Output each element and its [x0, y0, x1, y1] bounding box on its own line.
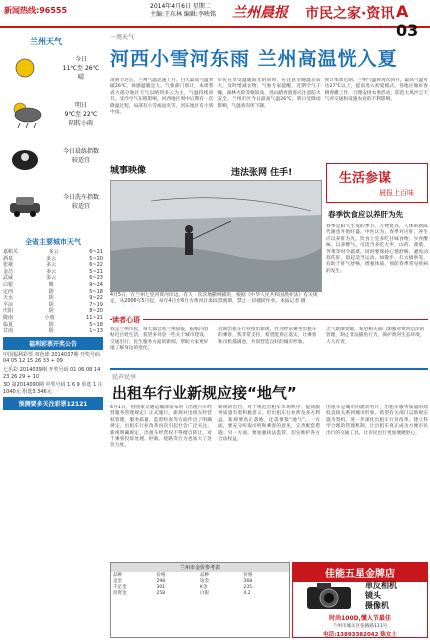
lottery-info-3: 3D 第2014090期 中奖号码 1 6 9 单选 1 注 1040元 组选3 346元 [3, 382, 103, 395]
price-cell: 足金 [113, 579, 122, 584]
carwash-index [0, 187, 106, 233]
city-cell: 9~22 [89, 295, 103, 302]
weather-sidebar [0, 34, 106, 634]
city-cell: 8~20 [89, 308, 103, 315]
city-cell: 白银 [3, 281, 14, 288]
lottery-banner: 福利彩票开奖公告 [3, 337, 103, 350]
city-cell: 5~21 [89, 268, 103, 275]
life-column [326, 163, 428, 352]
story-col: 预计本周后期，兰州气温将再次回升，最高气温可达27℃以上，提前进入初夏模式。各地应做好春耕春播工作，合理安排农事活动，防范大风沙尘天气对交通和设施农业的不利影响。 [324, 78, 428, 103]
ad-phone: 电话:13893382042 陈女士 [323, 632, 397, 638]
exercise-index [0, 141, 106, 187]
city-cell: 9~24 [89, 281, 103, 288]
main-story [110, 32, 428, 71]
readers-divider [110, 316, 428, 324]
ad-promo: 时尚100D,懂人节最佳 [329, 615, 391, 622]
price-cell: 298 [156, 579, 166, 584]
reader-letter: 天气逐渐变暖，希望相关部门加强对黄河沿岸的管理，制止非法捕鱼行为，保护黄河生态环境，人人有责。 [326, 327, 425, 345]
price-table-title: 兰州市金价参考表 [111, 563, 289, 572]
exercise-index-value: 较适宜 [71, 157, 90, 164]
ad-headline: 佳能五星金牌店 [293, 563, 427, 582]
city-cell: 武威 [3, 275, 14, 282]
city-cell: 多云 [46, 275, 57, 282]
ad-address: 兰州市城关区张掖路111号 [332, 624, 388, 629]
ad-product: 镜头 [365, 591, 381, 600]
price-cell: 千足金 [113, 585, 127, 590]
section2-headline: 出租车行业新规应接“地气” [112, 384, 297, 402]
city-cell: 临夏 [3, 321, 14, 328]
exercise-icon [6, 145, 44, 175]
city-cell: 陇南 [3, 314, 14, 321]
story-col: 市民在享受温暖阳光的同时，应注意早晚温差较大，及时增减衣物。气象专家提醒，近期空气干燥，森林火险等级较高，进山踏青游客应注意防火安全。兰州市区今日最高气温26℃，明日受降雨影响，气温将有所下降。 [217, 78, 321, 109]
ad-product: 单反相机 [365, 581, 397, 590]
price-cell: 368 [243, 579, 253, 584]
city-cell: 5~20 [89, 255, 103, 262]
city-cell: 多云 [46, 268, 57, 275]
readers-section [110, 327, 428, 359]
price-cell: 投资金 [113, 591, 127, 596]
city-cell: 天水 [3, 295, 14, 302]
cloud-rain-icon [6, 99, 44, 129]
forecast-banner: 预测要多关注彩票12121 [3, 397, 103, 410]
reader-letter: 近期出租车行业推出新规，作为经常乘坐出租车的乘客，我非常支持，希望能真正落实，让乘客和司机都满意，共同营造良好的城市形象。 [218, 327, 317, 345]
city-weather-table [3, 249, 103, 335]
city-cell: 金昌 [3, 268, 14, 275]
city-cell: 多云 [46, 255, 57, 262]
city-cell: 嘉峪关 [3, 249, 19, 255]
city-row [3, 275, 103, 282]
price-cell: 品种 [113, 573, 122, 578]
photo-caption: 4月5日，在兰州七里河黄河岸边，有人一次次地撒网捕鱼，根据《中华人民共和国渔业法》有关规定，从2006年5月起，每年4月至6月为黄河甘肃段禁渔期，禁止一切捕捞作业。本报记者 摄 [110, 293, 318, 305]
weather-today [0, 49, 106, 95]
city-cell: 11~21 [86, 314, 103, 321]
today-label: 今日 [74, 56, 87, 63]
life-headline: 春季饮食应以养肝为先 [328, 210, 403, 219]
camera-ad [292, 562, 428, 638]
price-cell: 品种 [200, 573, 209, 578]
tomorrow-cond: 阴转小雨 [68, 120, 93, 127]
section-title: 市民之家·资讯 [305, 6, 395, 22]
story-body [110, 78, 428, 132]
price-cell: 235 [243, 585, 253, 590]
carwash-index-label: 今日洗车指数 [62, 194, 99, 201]
city-cell: 晴 [48, 281, 54, 288]
section2-col: 新规的出台，对于规范出租车市场秩序、提高服务质量有着积极意义。但出租车行业涉及多方利益，新规要真正落地，还需要接“地气”。一方面，要充分听取司机和乘客的意见，完善配套措施；另一方面，要加强执法监管，切实维护各方合法权益。 [218, 405, 320, 443]
issue-date [150, 3, 216, 19]
lottery-info-2: 七乐彩 2014039期 开奖号码 01 06 08 14 23 26 29 + 10 [3, 366, 101, 380]
city-cell: 6~22 [89, 262, 103, 269]
city-cell: 酒泉 [3, 255, 14, 262]
city-cell: 阴 [48, 328, 54, 335]
newspaper-logo: 兰州晨报 [232, 5, 288, 21]
story-headline: 河西小雪河东雨 兰州高温恍入夏 [110, 48, 398, 70]
city-cell: 阴 [48, 308, 54, 315]
city-row [3, 308, 103, 315]
exercise-index-label: 今日晨练指数 [62, 148, 99, 155]
city-cell: 1~13 [89, 328, 103, 335]
city-cell: 张掖 [3, 262, 14, 269]
city-cell: 7~19 [89, 301, 103, 308]
city-row [3, 282, 103, 289]
city-cell: 阴 [48, 321, 54, 328]
news-hotline: 新闻热线:96555 [4, 6, 68, 15]
city-row [3, 328, 103, 335]
story-col: 清明节过后，兰州气温迅速上升，白天最高气温突破26℃，体感温暖宜人。气象部门预计，本周我省大部分地区天气以晴到多云为主，气温持续回升。受冷空气东移影响，河西地区周中后期有一次降温过程，局部有小雪或雨夹雪，河东地区有小到中雨。 [110, 78, 214, 116]
car-icon [6, 191, 44, 221]
price-cell: 白银 [200, 591, 209, 596]
fishing-photo [111, 181, 322, 292]
section2-body [110, 405, 428, 553]
city-cell: 阴 [48, 301, 54, 308]
city-cell: 5~18 [89, 321, 103, 328]
city-cell: 6~21 [89, 249, 103, 255]
price-cell: 铂金 [200, 579, 209, 584]
city-row [3, 262, 103, 269]
life-subtitle: 晨报上百味 [379, 189, 414, 197]
carwash-index-value: 较适宜 [71, 203, 90, 210]
sunny-icon [6, 53, 44, 83]
section2-col: 出租车是城市的流动名片，出租车服务质量的高低直接关系到城市形象。希望有关部门以新规实施为契机，进一步深化出租车行业改革，建立科学合理的管理机制，让出租车真正成为方便市民出行的交通工具，让市民出行更加便捷舒心。 [326, 405, 428, 436]
city-cell: 庆阳 [3, 308, 14, 315]
price-cell: 301 [156, 585, 166, 590]
price-grid [111, 572, 289, 598]
life-advisor-box [326, 163, 428, 203]
readers-label: 读者心语 [112, 315, 143, 325]
story-kicker: 一周天气 [110, 34, 135, 41]
city-cell: 定西 [3, 288, 14, 295]
city-cell: 小雨 [44, 314, 55, 321]
today-cond: 晴 [77, 74, 84, 81]
camera-icon [303, 581, 357, 611]
city-row [3, 315, 103, 322]
city-cell: 阴 [48, 295, 54, 302]
city-row [3, 295, 103, 302]
price-cell: 258 [156, 591, 166, 596]
date-line: 2014年4月6日 星期二 [150, 3, 211, 10]
price-cell: 4.2 [243, 591, 251, 596]
city-cell: 6~23 [89, 275, 103, 282]
tomorrow-temp: 9℃至 22℃ [64, 111, 98, 118]
city-cell: 阴 [48, 288, 54, 295]
life-title: 生活参谋 [339, 171, 392, 186]
reader-letter: 我是兰州市民，每天都会看兰州晨报，报纸内容贴近百姓生活，希望多刊登一些关于城市建设、交通出行、民生服务方面的新闻，帮助大家更好地了解身边的变化。 [110, 327, 209, 352]
weather-tomorrow [0, 95, 106, 141]
city-cell: 5~18 [89, 288, 103, 295]
page-letter: A [396, 2, 409, 21]
page-digits: 03 [396, 21, 419, 40]
editor-line: 主编:王东林 编辑:李映铭 [150, 11, 216, 18]
price-cell: K金 [200, 585, 208, 590]
city-cell: 平凉 [3, 301, 14, 308]
section2-divider [110, 368, 428, 370]
section2-kicker: 民声民享 [112, 374, 137, 381]
photo-title: 违法张网 住手! [231, 168, 293, 178]
today-temp: 11℃至 26℃ [62, 65, 100, 72]
weather-title: 兰州天气 [30, 37, 62, 46]
price-cell: 价格 [243, 573, 253, 578]
price-cell: 价格 [156, 573, 166, 578]
city-cell: 多云 [46, 262, 57, 269]
ad-product: 摄像机 [365, 601, 389, 610]
province-weather-title: 全省主要城市天气 [25, 238, 81, 246]
city-cell: 甘南 [3, 328, 14, 335]
price-table [110, 562, 290, 638]
life-text: 春季是阳气生发的季节，万物复苏，人体的新陈代谢也开始旺盛。中医认为，春季对应肝，养生应以养肝为先。饮食上宜多吃甘味食物，少食酸味，以养脾气。可适当多吃大枣、山药、菠菜、荠菜等时令蔬菜。同时要保持心情舒畅，避免动怒伤肝。晨起适当运动，如散步、打太极拳等，有助于肝气舒畅，增强体质，预防春季常见疾病的发生。 [326, 224, 428, 274]
tomorrow-label: 明日 [74, 102, 87, 109]
section2-col: 4月1日，由国家交通运输部发布的《出租汽车经营服务管理规定》正式施行。新规对出租车经营权管理、服务质量、监督检查等方面作出了明确规定，出租车行业改革再次引起社会广泛关注。新规明确规定，出租车经营权不得擅自转让，对于乘客投诉处理、拒载、绕路等行为也加大了处罚力度。 [110, 405, 212, 449]
city-row [3, 249, 103, 256]
city-cell: 多云 [48, 249, 59, 255]
photo-section-title: 城事映像 [110, 166, 147, 176]
lottery-info: 中国福利彩票 双色球 2014037期 开奖号码 04 05 12 15 26 33 + 09 [3, 351, 101, 365]
news-photo [110, 180, 322, 292]
